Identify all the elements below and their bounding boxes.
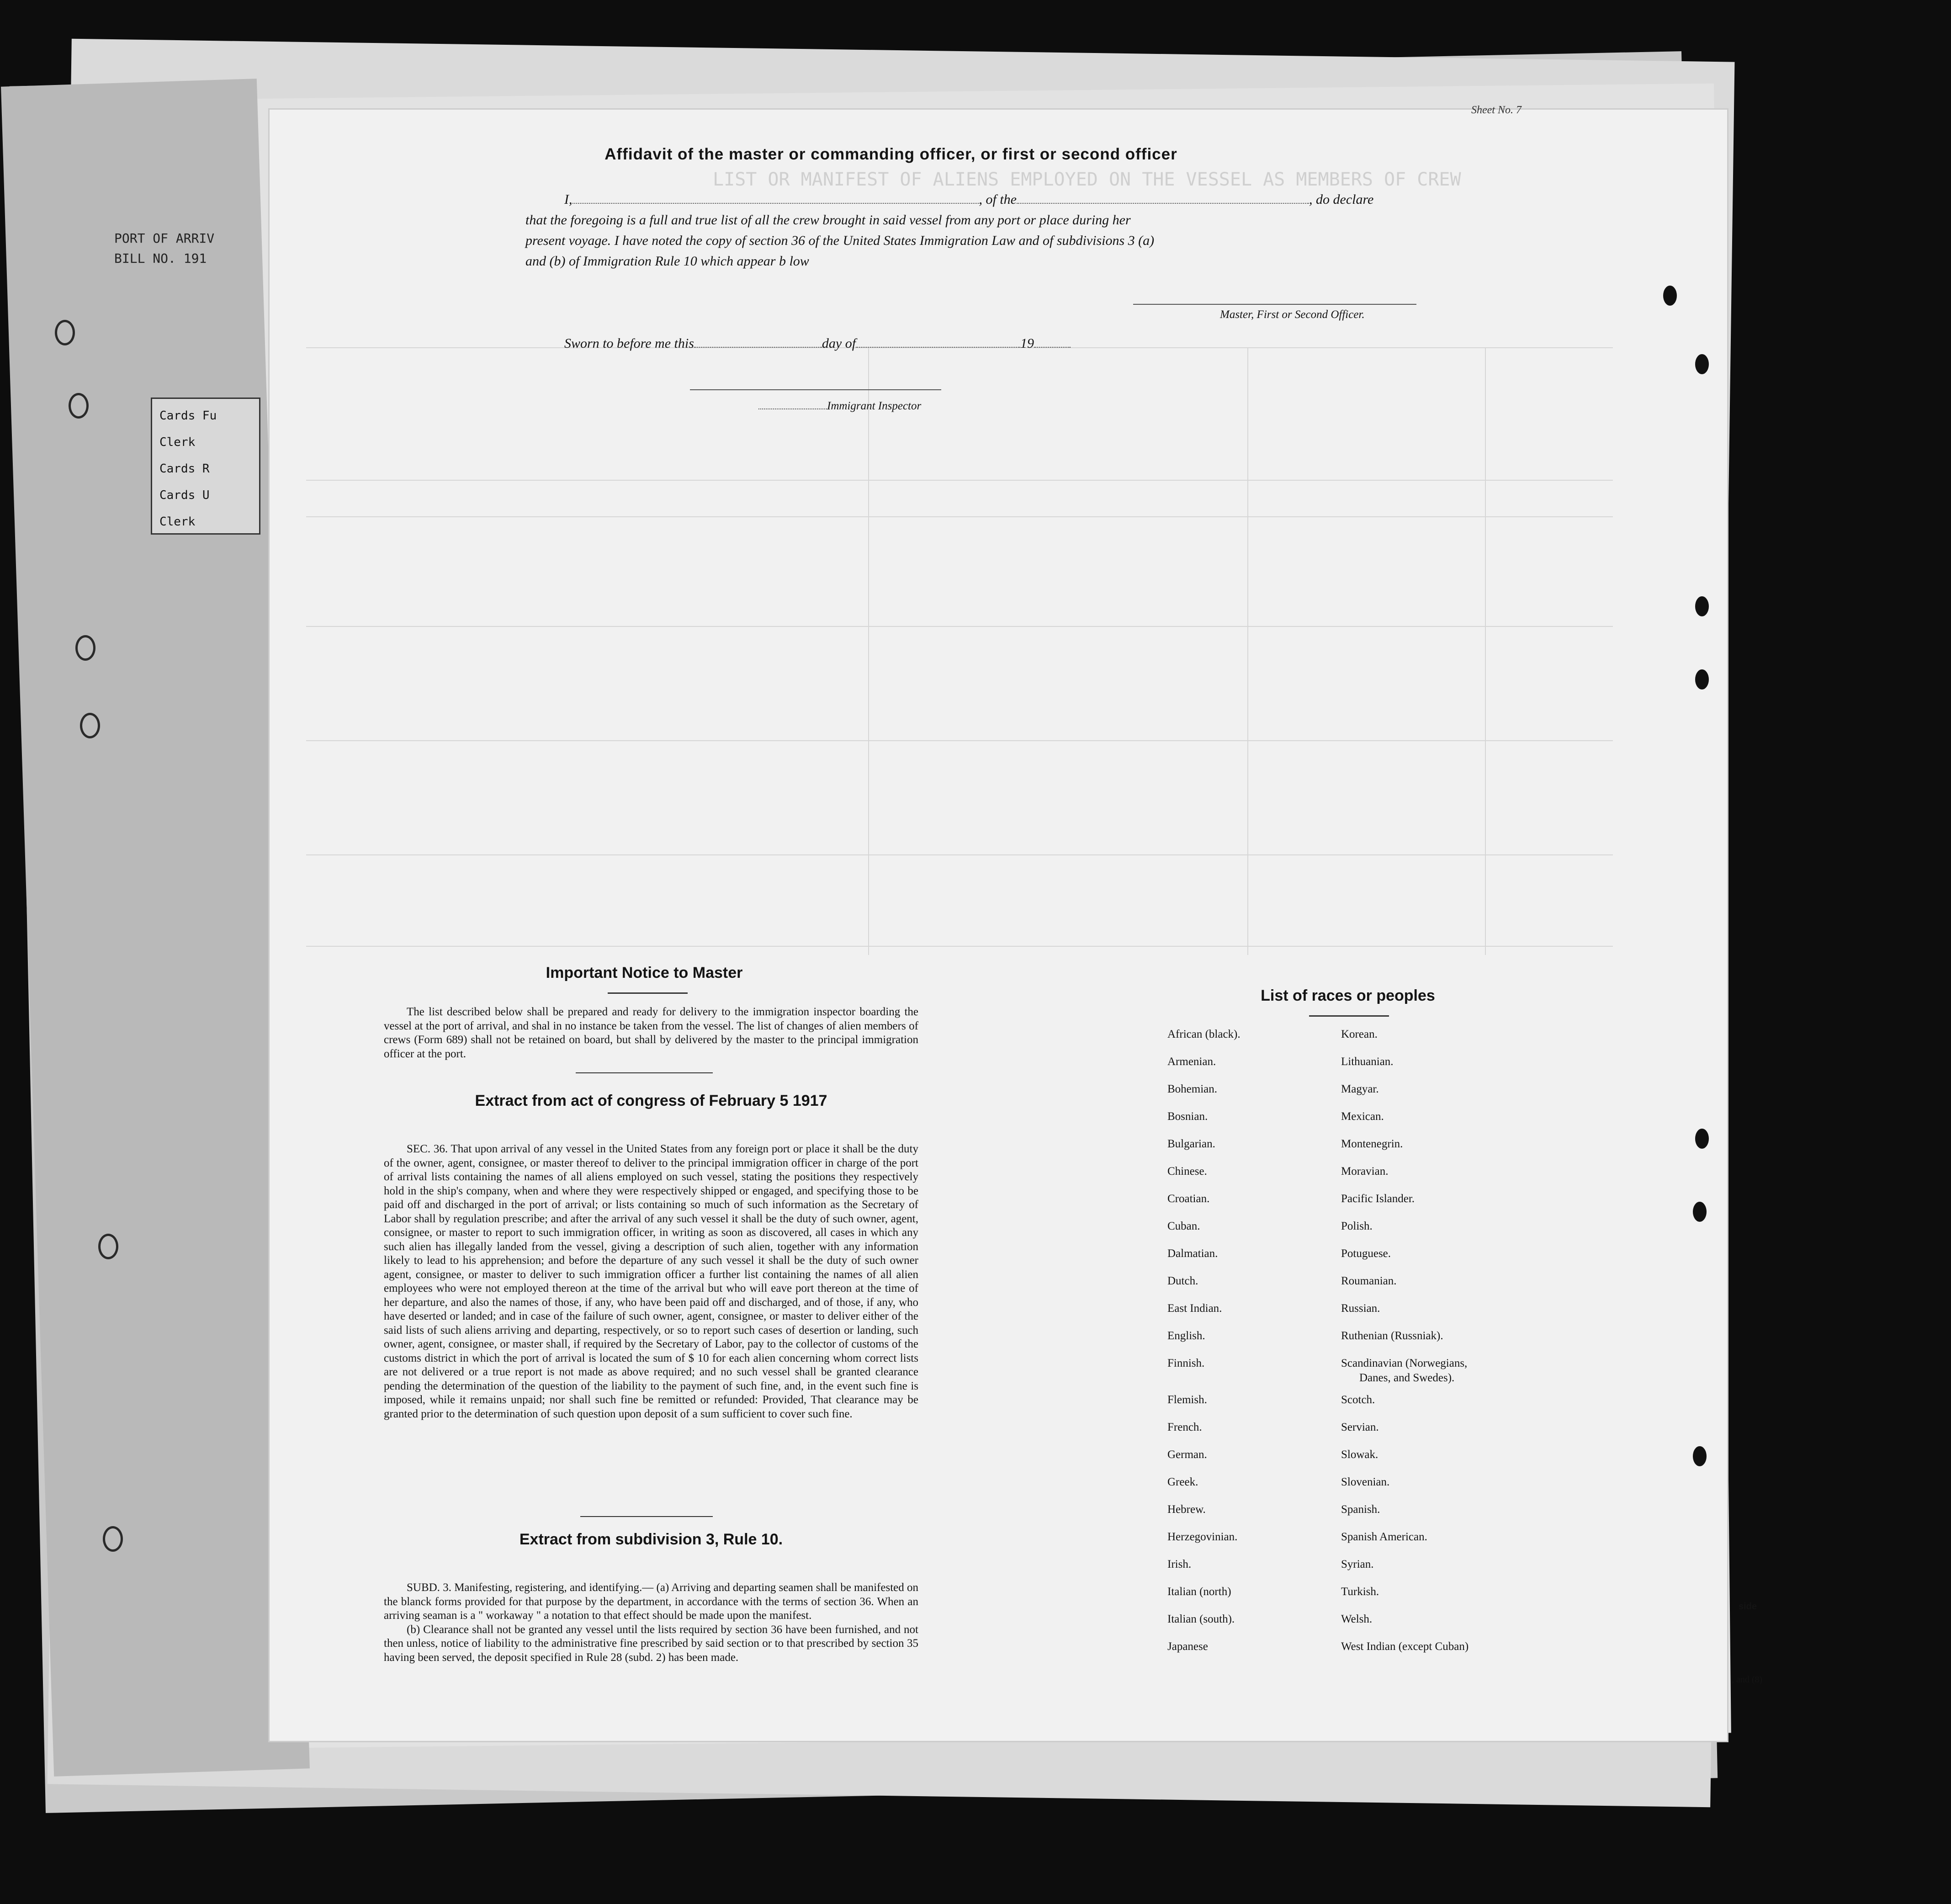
- day-blank[interactable]: [694, 347, 822, 348]
- race-item: Lithuanian.: [1341, 1055, 1394, 1068]
- binder-hole: [103, 1526, 123, 1552]
- race-item: Bohemian.: [1167, 1083, 1218, 1095]
- ghost-rule: [1247, 347, 1248, 955]
- bill-stamp-line: BILL NO. 191: [114, 251, 207, 266]
- ghost-rule: [306, 626, 1613, 627]
- act-extract-title: Extract from act of congress of February 5 1917: [475, 1092, 827, 1109]
- ghost-rule: [1485, 347, 1486, 955]
- race-item: Greek.: [1167, 1476, 1198, 1488]
- notice-paragraph: The list described below shall be prepared and ready for delivery to the immigration inspector boarding the vessel at the port of arrival, and shal in no instance be taken from the vessel. The list of changes of alien members of crews (Form 689) shall not be retained on board, but shall by delivered by the master to the principal immigration officer at the port.: [384, 1006, 918, 1060]
- races-title: List of races or peoples: [1261, 987, 1435, 1004]
- margin-note: , and (8): [1732, 1675, 1763, 1685]
- ghost-rule: [306, 480, 1613, 481]
- punch-hole: [1695, 354, 1709, 374]
- sheet-number-label: Sheet No.: [1471, 104, 1513, 116]
- rule-paragraph-a: SUBD. 3. Manifesting, registering, and identifying.— (a) Arriving and departing seamen shall be manifested on the blanck forms provided for that purpose by the department, in accordance with the terms of section 36. When an arriving seaman is a " workaway " a notation to that effect should be made upon the manifest.: [384, 1581, 918, 1622]
- race-item: Flemish.: [1167, 1394, 1207, 1406]
- punch-hole: [1695, 596, 1709, 616]
- stub-row: Cards R: [159, 462, 210, 476]
- race-item: French.: [1167, 1421, 1202, 1433]
- race-item: Italian (south).: [1167, 1613, 1235, 1625]
- race-item: Magyar.: [1341, 1083, 1379, 1095]
- ghost-rule: [306, 516, 1613, 517]
- race-item: Hebrew.: [1167, 1503, 1206, 1516]
- punch-hole: [1693, 1202, 1707, 1222]
- day-of-text: day of: [822, 336, 856, 351]
- binder-hole: [80, 713, 100, 738]
- act-paragraph: SEC. 36. That upon arrival of any vessel in the United States from any foreign port or place it shall be the duty of the owner, agent, consignee, or master thereof to deliver to the principal immigration officer in charge of the port of arrival lists containing the names of all aliens employed on such vessel, stating the positions they respectively hold in the ship's company, when and where they were respectively shipped or engaged, and specifying those to be paid off and discharged in the port of arrival; or lists containing so much of such information as the Secretary of Labor shall by regulation prescribe; and after the arrival of any such vessel it shall be the duty of such owner, agent, consignee, or master to report to such immigration officer, in writing as soon as discovered, all cases in which any such alien has illegally landed from the vessel, giving a description of such alien, together with any information likely to lead to his apprehension; and before the departure of any such vessel it shall be the duty of such owner agent, consignee, or master to deliver to such immigration officer a further list containing the names of all alien employees who were not employed thereon at the time of the arrival but who will eave port thereon at the time of her departure, and also the names of those, if any, who have been paid off and discharged, and of those, if any, who have deserted or landed; and in case of the failure of such owner, agent, consignee, or master to deliver either of the said lists of such aliens arriving and departing, respectively, or so to report such cases of desertion or landing, such owner, agent, consignee, or master shall, if required by the Secretary of Labor, pay to the collector of customs of the customs district in which the port of arrival is located the sum of $ 10 for each alien concerning whom correct lists are not delivered or a true report is not made as above required; and no such vessel shall be granted clearance pending the determination of the question of the liability to the payment of such fine, and, in the event such fine is imposed, while it remains unpaid; nor shall such fine be remitted or refunded: Provided, That clearance may be granted prior to the determination of such question upon deposit of a sum sufficient to cover such fine.: [384, 1143, 918, 1420]
- inspector-caption: [758, 400, 921, 413]
- bill-stamp: [114, 228, 214, 269]
- inspector-blank[interactable]: [758, 408, 827, 409]
- manifest-sheet: [270, 110, 1727, 1741]
- rule-extract-title: Extract from subdivision 3, Rule 10.: [519, 1531, 783, 1548]
- inspector-signature-line[interactable]: [690, 389, 941, 390]
- affidavit-line2: that the foregoing is a full and true list of all the crew brought in said vessel from any port or place during her: [525, 212, 1131, 228]
- notice-body: [384, 1005, 918, 1061]
- show-through-header: LIST OR MANIFEST OF ALIENS EMPLOYED ON THE VESSEL AS MEMBERS OF CREW: [713, 169, 1461, 190]
- bill-stamp-line: PORT OF ARRIV: [114, 231, 215, 246]
- race-item: West Indian (except Cuban): [1341, 1640, 1469, 1653]
- binder-hole: [75, 635, 95, 661]
- left-strip-sheet: [1, 79, 310, 1777]
- master-signature-line[interactable]: [1133, 304, 1416, 305]
- sheet-number: [1471, 104, 1522, 117]
- year-text: 19: [1020, 336, 1034, 351]
- cards-stub: [151, 398, 260, 535]
- punch-hole: [1693, 1446, 1707, 1466]
- affidavit-declare: , do declare: [1309, 192, 1374, 207]
- race-item: Herzegovinian.: [1167, 1531, 1238, 1543]
- race-item: Slovenian.: [1341, 1476, 1390, 1488]
- stub-row: Cards U: [159, 488, 210, 502]
- affidavit-title: Affidavit of the master or commanding officer, or first or second officer: [604, 145, 1177, 163]
- notice-title: Important Notice to Master: [546, 964, 743, 981]
- race-item: Armenian.: [1167, 1055, 1216, 1068]
- act-extract-body: [384, 1142, 918, 1421]
- rule-paragraph-b: (b) Clearance shall not be granted any vessel until the lists required by section 36 have been furnished, and not then unless, notice of liability to the administrative fine prescribed by said section or to that prescribed by section 35 having been served, the deposit specified in Rule 28 (subd. 2) has been made.: [384, 1623, 918, 1664]
- ghost-rule: [306, 740, 1613, 741]
- race-item: Scandinavian (Norwegians,: [1341, 1357, 1468, 1369]
- margin-word: side: [1739, 1602, 1757, 1612]
- race-item: Scotch.: [1341, 1394, 1375, 1406]
- affidavit-of-the: , of the: [979, 192, 1017, 207]
- race-item: English.: [1167, 1330, 1205, 1342]
- race-item: Spanish.: [1341, 1503, 1380, 1516]
- sworn-line: [564, 336, 1071, 351]
- race-item: Servian.: [1341, 1421, 1379, 1433]
- race-item: Slowak.: [1341, 1448, 1378, 1461]
- race-item: Montenegrin.: [1341, 1138, 1403, 1150]
- name-blank[interactable]: [573, 203, 979, 204]
- binder-hole: [69, 393, 89, 419]
- signature-caption: Master, First or Second Officer.: [1220, 308, 1365, 321]
- month-blank[interactable]: [856, 347, 1020, 348]
- race-item: Ruthenian (Russniak).: [1341, 1330, 1443, 1342]
- ghost-rule: [868, 347, 869, 955]
- race-item: Bosnian.: [1167, 1110, 1208, 1123]
- race-item: Welsh.: [1341, 1613, 1373, 1625]
- race-item: Syrian.: [1341, 1558, 1374, 1570]
- race-item: African (black).: [1167, 1028, 1241, 1040]
- race-item: Dutch.: [1167, 1275, 1198, 1287]
- affidavit-line1: [564, 192, 1373, 207]
- sworn-text: Sworn to before me this: [564, 336, 694, 351]
- title-rule: [1309, 1015, 1389, 1017]
- affidavit-line3: present voyage. I have noted the copy of section 36 of the United States Immigration Law and of subdivisions 3 (a): [525, 233, 1155, 248]
- race-item: Russian.: [1341, 1302, 1380, 1315]
- race-item: Pacific Islander.: [1341, 1193, 1415, 1205]
- race-item: Dalmatian.: [1167, 1247, 1218, 1260]
- ghost-rule: [306, 854, 1613, 855]
- race-item: Croatian.: [1167, 1193, 1210, 1205]
- race-item: Mexican.: [1341, 1110, 1384, 1123]
- binder-hole: [55, 320, 75, 345]
- stub-row: Cards Fu: [159, 409, 217, 423]
- race-item: German.: [1167, 1448, 1207, 1461]
- race-item: Finnish.: [1167, 1357, 1205, 1369]
- affidavit-i: I,: [564, 192, 573, 207]
- separator-rule: [576, 1072, 713, 1073]
- race-item: Korean.: [1341, 1028, 1378, 1040]
- race-item: Potuguese.: [1341, 1247, 1391, 1260]
- race-item: Chinese.: [1167, 1165, 1207, 1177]
- race-item: Cuban.: [1167, 1220, 1200, 1232]
- year-blank[interactable]: [1034, 347, 1071, 348]
- race-item: East Indian.: [1167, 1302, 1222, 1315]
- race-item: Moravian.: [1341, 1165, 1389, 1177]
- punch-hole: [1663, 286, 1677, 306]
- race-item: Polish.: [1341, 1220, 1373, 1232]
- race-item: Turkish.: [1341, 1586, 1379, 1598]
- binder-hole: [98, 1234, 118, 1259]
- race-item: Italian (north): [1167, 1586, 1231, 1598]
- separator-rule: [580, 1516, 713, 1517]
- ghost-rule: [306, 946, 1613, 947]
- vessel-blank[interactable]: [1017, 203, 1309, 204]
- race-item: Bulgarian.: [1167, 1138, 1215, 1150]
- punch-hole: [1695, 1129, 1709, 1149]
- sheet-number-value: 7: [1516, 104, 1522, 116]
- stub-row: Clerk: [159, 515, 196, 529]
- race-item: Irish.: [1167, 1558, 1192, 1570]
- race-item: Roumanian.: [1341, 1275, 1397, 1287]
- race-item: Japanese: [1167, 1640, 1208, 1653]
- title-rule: [608, 992, 688, 994]
- affidavit-line4: and (b) of Immigration Rule 10 which appear b low: [525, 254, 809, 269]
- stub-row: Clerk: [159, 435, 196, 449]
- inspector-label: Immigrant Inspector: [827, 400, 922, 412]
- race-item: Danes, and Swedes).: [1359, 1372, 1455, 1384]
- race-item: Spanish American.: [1341, 1531, 1427, 1543]
- rule-extract-body: [384, 1581, 918, 1665]
- punch-hole: [1695, 669, 1709, 689]
